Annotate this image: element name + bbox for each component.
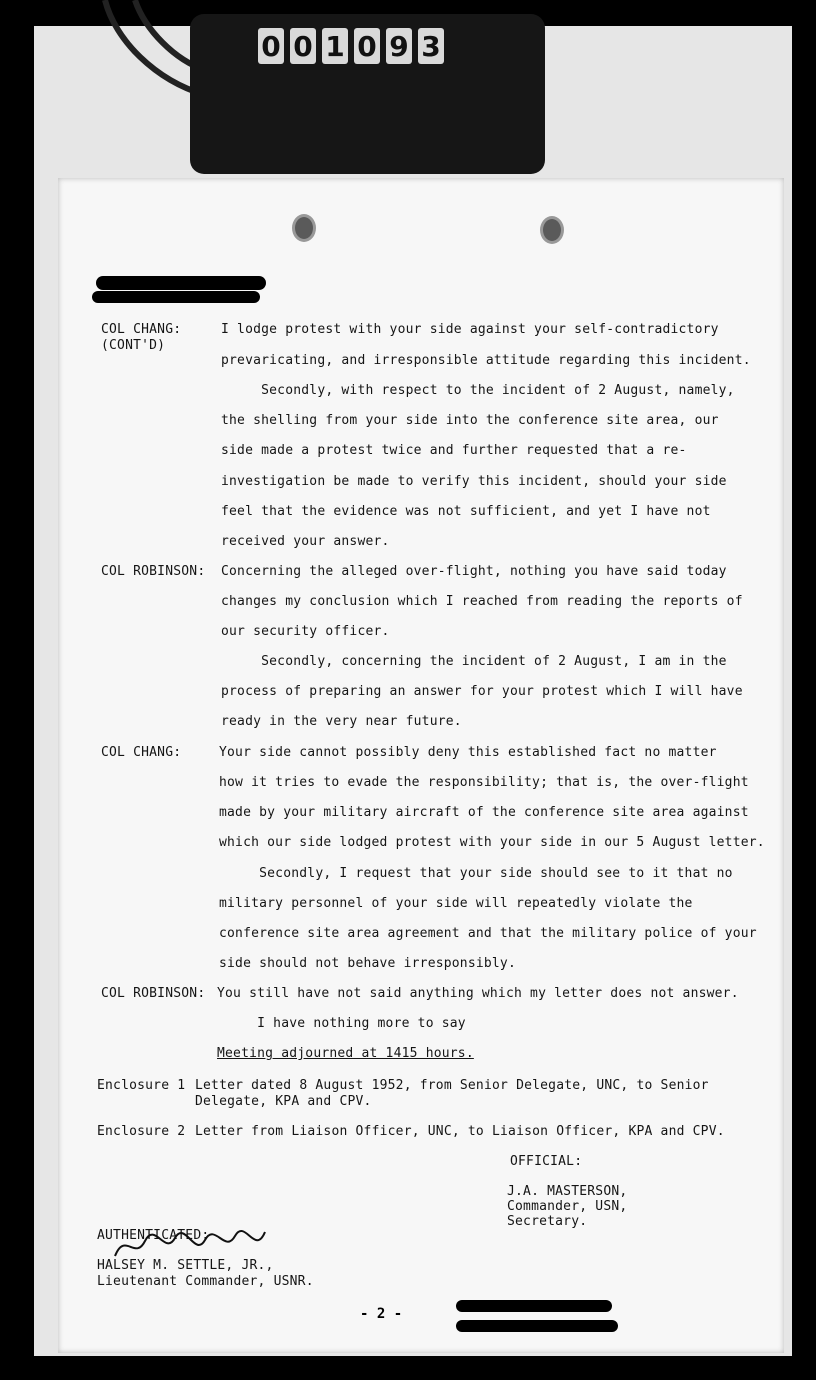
transcript-line: investigation be made to verify this incident, should your side bbox=[221, 474, 727, 489]
speaker-label: COL CHANG: bbox=[101, 745, 182, 760]
enclosure-label: Enclosure 2 bbox=[97, 1124, 186, 1139]
transcript-line: military personnel of your side will repeatedly violate the bbox=[219, 896, 693, 911]
transcript-line: I have nothing more to say bbox=[217, 1016, 466, 1031]
redaction-bar bbox=[96, 276, 266, 290]
counter-digit: 0 bbox=[258, 28, 284, 64]
speaker-label: (CONT'D) bbox=[101, 338, 166, 353]
punch-hole bbox=[292, 214, 316, 242]
speaker-label: COL CHANG: bbox=[101, 322, 182, 337]
official-title: Secretary. bbox=[507, 1214, 588, 1229]
adjournment-note: Meeting adjourned at 1415 hours. bbox=[217, 1046, 474, 1061]
counter-digit: 3 bbox=[418, 28, 444, 64]
counter-digit: 0 bbox=[290, 28, 316, 64]
enclosure-text: Delegate, KPA and CPV. bbox=[195, 1094, 372, 1109]
transcript-line: side made a protest twice and further requested that a re- bbox=[221, 443, 687, 458]
redaction-bar bbox=[456, 1320, 618, 1332]
frame-counter-digits bbox=[258, 28, 444, 66]
enclosure-text: Letter from Liaison Officer, UNC, to Liaison Officer, KPA and CPV. bbox=[195, 1124, 725, 1139]
official-name: J.A. MASTERSON, bbox=[507, 1184, 628, 1199]
enclosure-label: Enclosure 1 bbox=[97, 1078, 186, 1093]
transcript-line: how it tries to evade the responsibility; that is, the over-flight bbox=[219, 775, 749, 790]
transcript-line: Secondly, I request that your side should see to it that no bbox=[219, 866, 733, 881]
transcript-line: conference site area agreement and that the military police of your bbox=[219, 926, 757, 941]
transcript-line: feel that the evidence was not sufficient, and yet I have not bbox=[221, 504, 711, 519]
redaction-bar bbox=[456, 1300, 612, 1312]
speaker-label: COL ROBINSON: bbox=[101, 564, 206, 579]
transcript-line: which our side lodged protest with your side in our 5 August letter. bbox=[219, 835, 765, 850]
speaker-label: COL ROBINSON: bbox=[101, 986, 206, 1001]
redaction-bar bbox=[92, 291, 260, 303]
transcript-line: prevaricating, and irresponsible attitude regarding this incident. bbox=[221, 353, 751, 368]
counter-digit: 1 bbox=[322, 28, 348, 64]
transcript-line: our security officer. bbox=[221, 624, 390, 639]
transcript-line: received your answer. bbox=[221, 534, 390, 549]
counter-digit: 0 bbox=[354, 28, 380, 64]
transcript-line: changes my conclusion which I reached from reading the reports of bbox=[221, 594, 743, 609]
enclosure-text: Letter dated 8 August 1952, from Senior Delegate, UNC, to Senior bbox=[195, 1078, 709, 1093]
official-rank: Commander, USN, bbox=[507, 1199, 628, 1214]
transcript-line: made by your military aircraft of the conference site area against bbox=[219, 805, 749, 820]
transcript-line: process of preparing an answer for your protest which I will have bbox=[221, 684, 743, 699]
authenticated-heading: AUTHENTICATED: bbox=[97, 1228, 210, 1243]
transcript-line: ready in the very near future. bbox=[221, 714, 462, 729]
transcript-line: Secondly, with respect to the incident of 2 August, namely, bbox=[221, 383, 735, 398]
counter-digit: 9 bbox=[386, 28, 412, 64]
transcript-line: You still have not said anything which my letter does not answer. bbox=[217, 986, 739, 1001]
official-heading: OFFICIAL: bbox=[510, 1154, 583, 1169]
transcript-line: the shelling from your side into the conference site area, our bbox=[221, 413, 719, 428]
punch-hole bbox=[540, 216, 564, 244]
transcript-line: side should not behave irresponsibly. bbox=[219, 956, 516, 971]
transcript-line: Secondly, concerning the incident of 2 August, I am in the bbox=[221, 654, 727, 669]
transcript-line: I lodge protest with your side against your self-contradictory bbox=[221, 322, 719, 337]
authenticated-name: HALSEY M. SETTLE, JR., bbox=[97, 1258, 274, 1273]
page-number: - 2 - bbox=[360, 1306, 403, 1322]
transcript-line: Your side cannot possibly deny this established fact no matter bbox=[219, 745, 717, 760]
authenticated-rank: Lieutenant Commander, USNR. bbox=[97, 1274, 314, 1289]
transcript-line: Concerning the alleged over-flight, nothing you have said today bbox=[221, 564, 727, 579]
